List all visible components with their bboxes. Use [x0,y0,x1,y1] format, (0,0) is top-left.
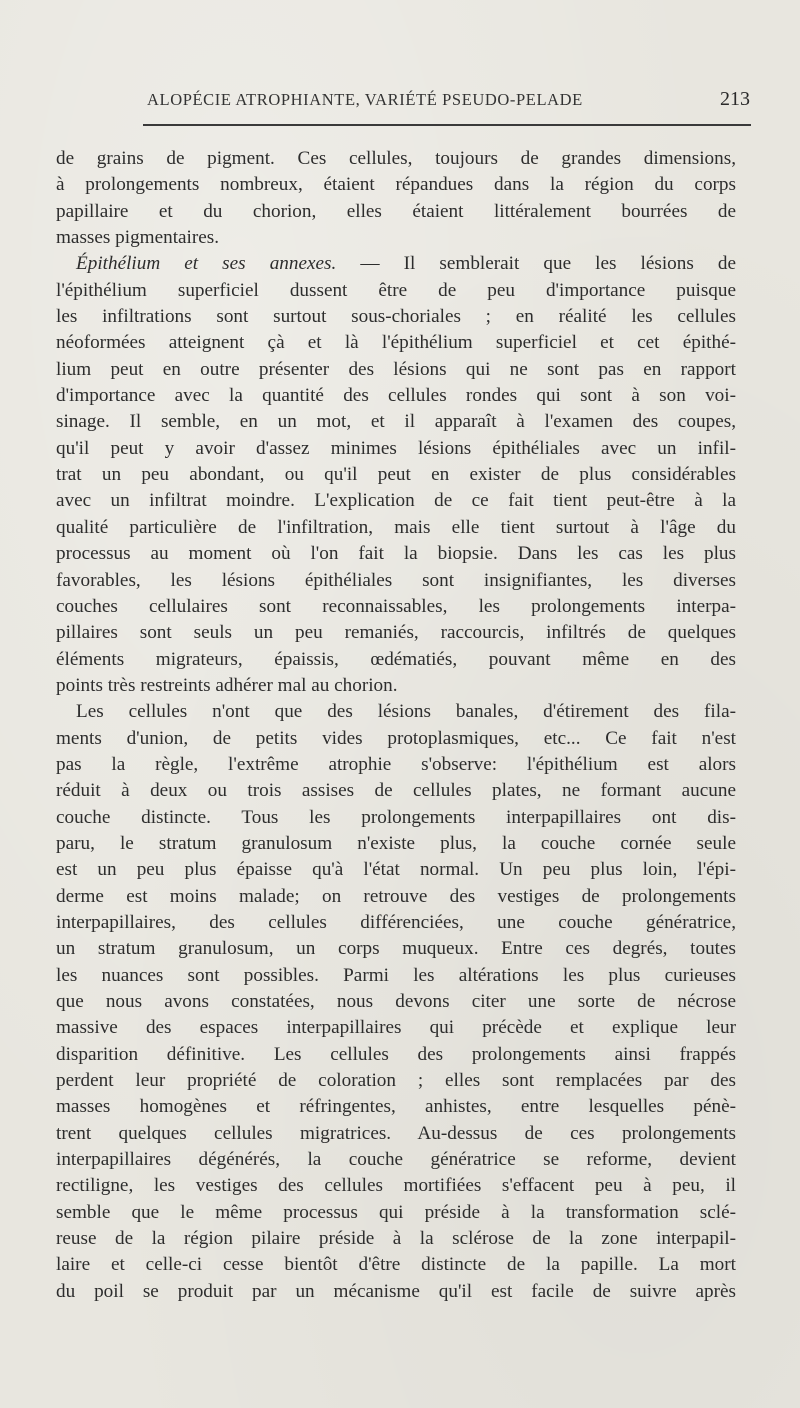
text-line: est un peu plus épaisse qu'à l'état normal. Un peu plus loin, l'épi- [56,859,736,881]
text-line: trent quelques cellules migratrices. Au-dessus de ces prolongements [56,1122,736,1144]
text-line: Les cellules n'ont que des lésions banales, d'étirement des fila- [76,701,736,723]
text-line: — Il semblerait que les lésions de [360,253,737,275]
section-lead-line [56,251,736,277]
text-line: pillaires sont seuls un peu remaniés, raccourcis, infiltrés de quelques [56,622,736,644]
text-line: masses pigmentaires. [56,227,220,249]
text-line: perdent leur propriété de coloration ; elles sont remplacées par des [56,1070,736,1092]
text-line: points très restreints adhérer mal au chorion. [56,674,398,696]
text-line: paru, le stratum granulosum n'existe plus, la couche cornée seule [56,832,736,854]
text-line: du poil se produit par un mécanisme qu'il est facile de suivre après [56,1280,736,1302]
text-line: lium peut en outre présenter des lésions qui ne sont pas en rapport [56,358,736,380]
text-line: semble que le même processus qui préside à la transformation sclé- [56,1201,736,1223]
text-line: laire et celle-ci cesse bientôt d'être distincte de la papille. La mort [56,1254,736,1276]
text-line: qualité particulière de l'infiltration, mais elle tient surtout à l'âge du [56,516,736,538]
text-line: massive des espaces interpapillaires qui précède et explique leur [56,1017,736,1039]
text-line: que nous avons constatées, nous devons citer une sorte de nécrose [56,991,736,1012]
text-line: derme est moins malade; on retrouve des vestiges de prolongements [56,885,736,907]
running-title: ALOPÉCIE ATROPHIANTE, VARIÉTÉ PSEUDO-PELADE [147,90,583,109]
text-line: trat un peu abondant, ou qu'il peut en exister de plus considérables [56,464,736,486]
text-line: néoformées atteignent çà et là l'épithélium superficiel et cet épithé- [56,332,736,354]
text-line: masses homogènes et réfringentes, anhistes, entre lesquelles pénè- [56,1096,736,1118]
text-line: papillaire et du chorion, elles étaient littéralement bourrées de [56,200,736,222]
text-line: un stratum granulosum, un corps muqueux. Entre ces degrés, toutes [56,938,736,960]
text-line: d'importance avec la quantité des cellules rondes qui sont à son voi- [56,385,736,407]
text-line: disparition définitive. Les cellules des prolongements ainsi frappés [56,1043,736,1065]
text-line: avec un infiltrat moindre. L'explication de ce fait tient peut-être à la [56,490,736,512]
text-line: ments d'union, de petits vides protoplasmiques, etc... Ce fait n'est [56,727,736,749]
text-line: sinage. Il semble, en un mot, et il apparaît à l'examen des coupes, [56,411,736,433]
text-line: reuse de la région pilaire préside à la sclérose de la zone interpapil- [56,1228,736,1250]
text-line: les nuances sont possibles. Parmi les altérations les plus curieuses [56,964,736,986]
text-line: favorables, les lésions épithéliales sont insignifiantes, les diverses [56,569,736,591]
text-line: éléments migrateurs, épaissis, œdématiés, pouvant même en des [56,648,736,670]
text-line: l'épithélium superficiel dussent être de peu d'importance puisque [56,279,736,301]
text-line: qu'il peut y avoir d'assez minimes lésions épithéliales avec un infil- [56,437,736,459]
text-line: interpapillaires, des cellules différenciées, une couche génératrice, [56,911,736,933]
text-line: rectiligne, les vestiges des cellules mortifiées s'effacent peu à peu, il [56,1175,736,1197]
text-line: pas la règle, l'extrême atrophie s'observe: l'épithélium est alors [56,753,736,775]
text-line: les infiltrations sont surtout sous-choriales ; en réalité les cellules [56,306,736,328]
text-line: de grains de pigment. Ces cellules, toujours de grandes dimensions, [56,148,736,169]
text-line: réduit à deux ou trois assises de cellules plates, ne formant aucune [56,780,736,802]
text-line: à prolongements nombreux, étaient répandues dans la région du corps [56,174,736,196]
running-head [147,90,750,114]
text-line: processus au moment où l'on fait la biopsie. Dans les cas les plus [56,543,736,565]
section-heading: Épithélium et ses annexes. [76,253,337,275]
text-line: interpapillaires dégénérés, la couche génératrice se reforme, devient [56,1149,736,1171]
text-line: couches cellulaires sont reconnaissables, les prolongements interpa- [56,595,736,617]
header-rule [143,124,751,126]
text-line: couche distincte. Tous les prolongements interpapillaires ont dis- [56,806,736,828]
body-text [56,146,736,1305]
page-number: 213 [720,88,750,110]
